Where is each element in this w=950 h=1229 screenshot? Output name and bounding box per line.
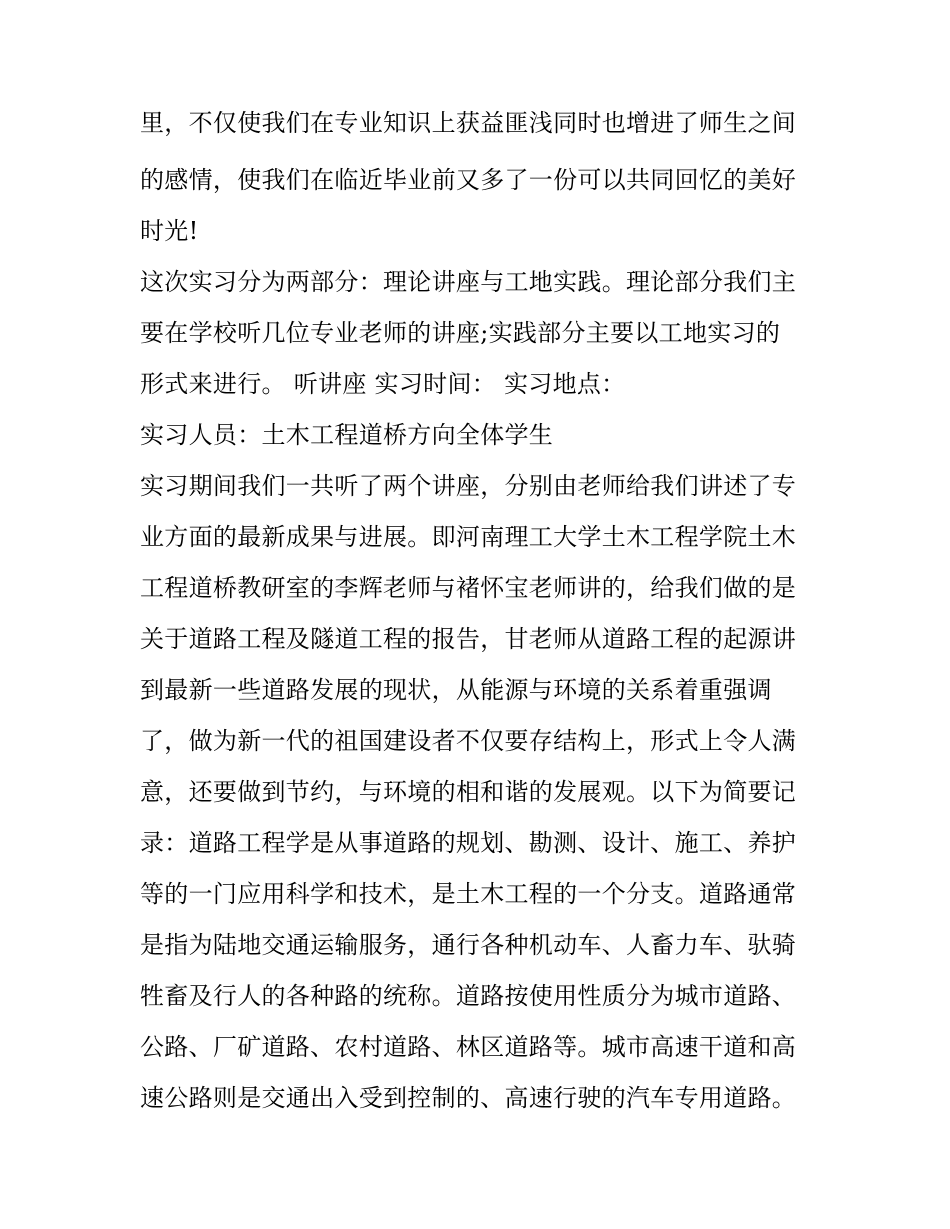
text-line: 录：道路工程学是从事道路的规划、勘测、设计、施工、养护 bbox=[140, 829, 797, 857]
text-line: 工程道桥教研室的李辉老师与褚怀宝老师讲的，给我们做的是 bbox=[140, 574, 797, 602]
text-line: 这次实习分为两部分：理论讲座与工地实践。理论部分我们主 bbox=[140, 268, 797, 296]
text-line: 形式来进行。 听讲座 实习时间： 实习地点： bbox=[140, 370, 626, 398]
text-line: 要在学校听几位专业老师的讲座;实践部分主要以工地实习的 bbox=[140, 319, 781, 347]
text-line: 实习人员：土木工程道桥方向全体学生 bbox=[140, 421, 554, 449]
text-line: 牲畜及行人的各种路的统称。道路按使用性质分为城市道路、 bbox=[140, 982, 797, 1010]
text-line: 的感情，使我们在临近毕业前又多了一份可以共同回忆的美好 bbox=[140, 166, 797, 194]
text-line: 业方面的最新成果与进展。即河南理工大学土木工程学院土木 bbox=[140, 523, 797, 551]
text-line: 关于道路工程及隧道工程的报告，甘老师从道路工程的起源讲 bbox=[140, 625, 797, 653]
text-line: 等的一门应用科学和技术，是土木工程的一个分支。道路通常 bbox=[140, 880, 797, 908]
text-line: 了，做为新一代的祖国建设者不仅要存结构上，形式上令人满 bbox=[140, 727, 797, 755]
text-line: 时光! bbox=[140, 217, 199, 245]
text-line: 是指为陆地交通运输服务，通行各种机动车、人畜力车、驮骑 bbox=[140, 931, 797, 959]
text-line: 到最新一些道路发展的现状，从能源与环境的关系着重强调 bbox=[140, 676, 772, 704]
text-line: 速公路则是交通出入受到控制的、高速行驶的汽车专用道路。 bbox=[140, 1084, 797, 1112]
text-line: 公路、厂矿道路、农村道路、林区道路等。城市高速干道和高 bbox=[140, 1033, 797, 1061]
text-line: 里，不仅使我们在专业知识上获益匪浅同时也增进了师生之间 bbox=[140, 109, 797, 137]
text-line: 实习期间我们一共听了两个讲座，分别由老师给我们讲述了专 bbox=[140, 472, 797, 500]
text-line: 意，还要做到节约，与环境的相和谐的发展观。以下为简要记 bbox=[140, 778, 797, 806]
